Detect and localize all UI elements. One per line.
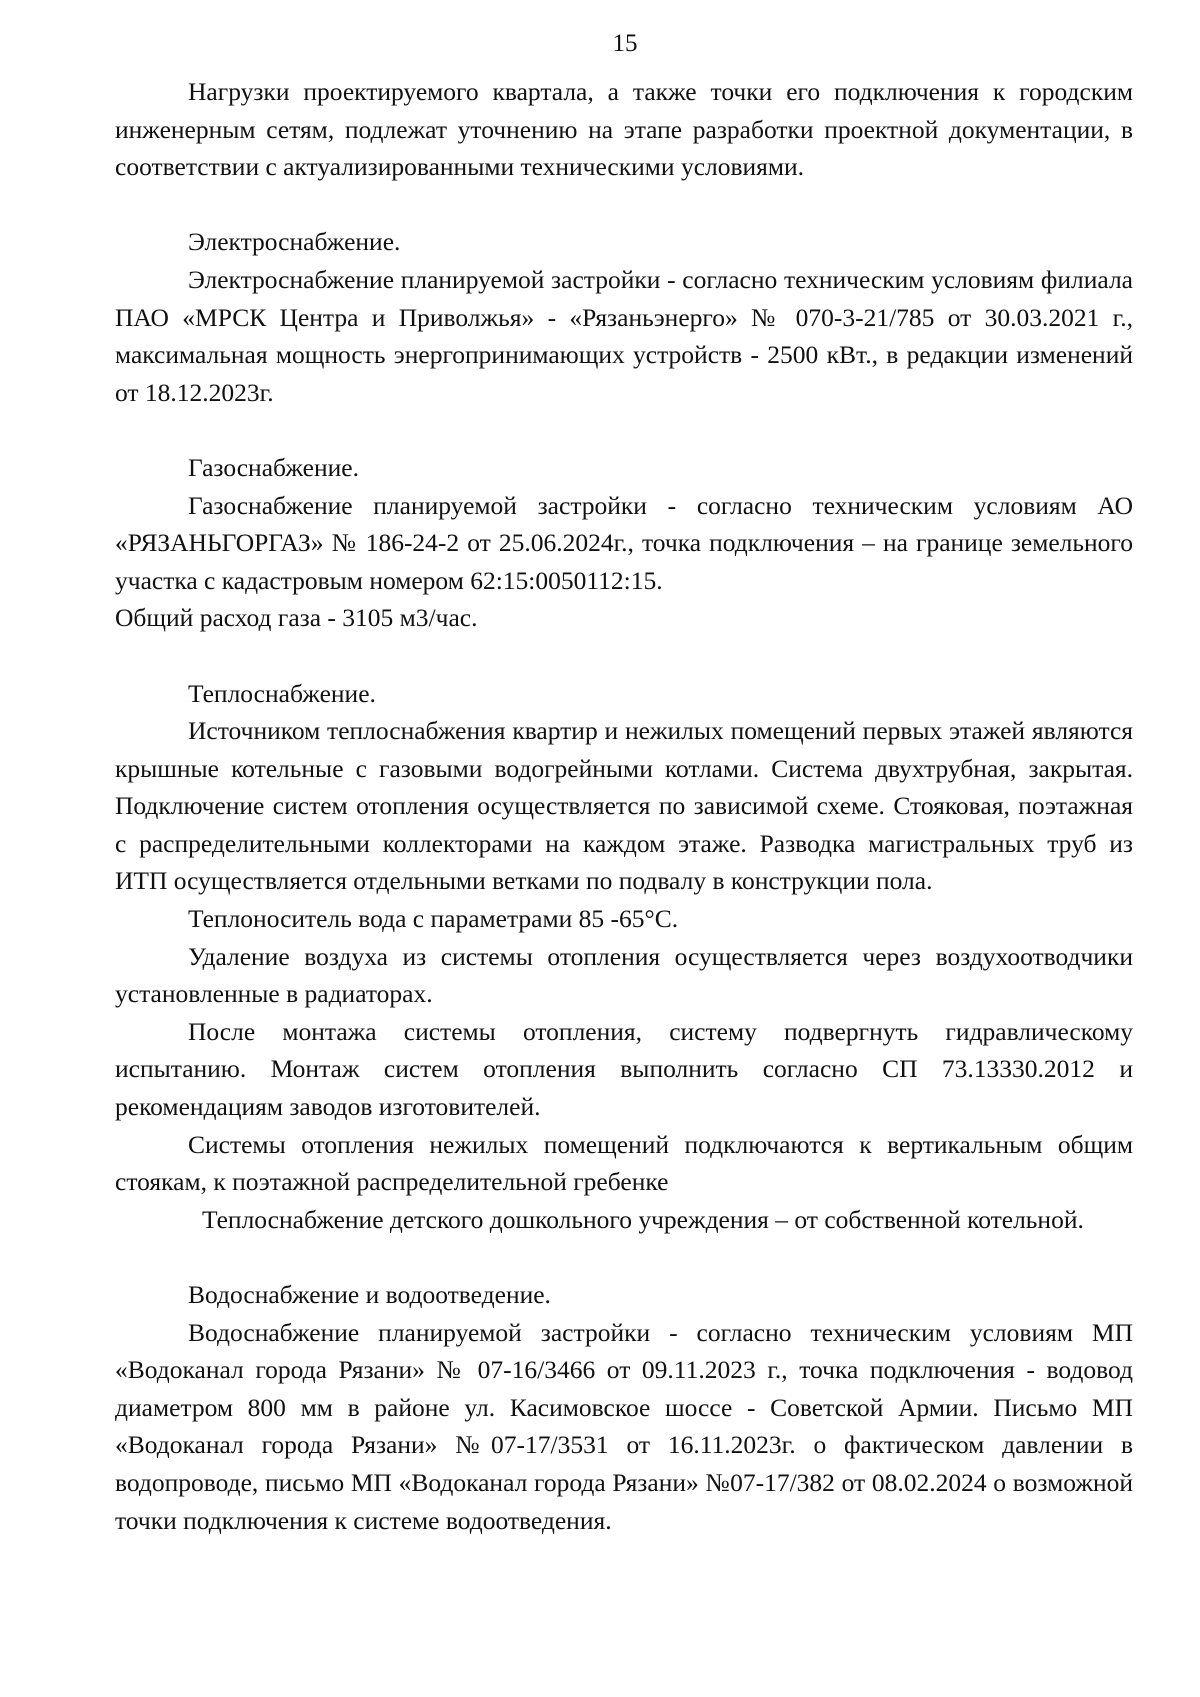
- spacer: [115, 637, 1133, 675]
- water-heading: Водоснабжение и водоотведение.: [188, 1280, 551, 1309]
- electricity-heading: Электроснабжение.: [188, 227, 401, 257]
- heat-paragraph-testing: После монтажа системы отопления, систему подвергнуть гидравлическому испытанию. Монтаж систем отопления выполнить согласно СП 73.13330.2012 и рекомендациям заводов изготовителей.: [115, 1016, 1133, 1122]
- spacer: [115, 186, 1133, 224]
- spacer: [115, 1238, 1133, 1276]
- document-body: [115, 73, 1133, 1539]
- gas-consumption: Общий расход газа - 3105 м3/час.: [115, 603, 478, 633]
- spacer: [115, 411, 1133, 449]
- heat-heading: Теплоснабжение.: [188, 678, 376, 708]
- heat-paragraph-air-removal: Удаление воздуха из системы отопления осуществляется через воздухоотводчики установленные в радиаторах.: [115, 941, 1133, 1009]
- heat-paragraph-kindergarten: Теплоснабжение детского дошкольного учреждения – от собственной котельной.: [202, 1204, 1084, 1234]
- heat-paragraph-source: Источником теплоснабжения квартир и нежилых помещений первых этажей являются крышные котельные с газовыми водогрейными котлами. Система двухтрубная, закрытая. Подключение систем отопления осуществляется по зависимой схеме. Стояковая, поэтажная с распределительными коллекторами на каждом этаже. Разводка магистральных труб из ИТП осуществляется отдельными ветками по подвалу в конструкции пола.: [115, 716, 1133, 896]
- electricity-paragraph: Электроснабжение планируемой застройки - согласно техническим условиям филиала ПАО «МРСК Центра и Приволжья» - «Рязаньэнерго» № 070-3-21/785 от 30.03.2021 г., максимальная мощность энергопринимающих устройств - 2500 кВт., в редакции изменений от 18.12.2023г.: [115, 264, 1133, 407]
- intro-paragraph: Нагрузки проектируемого квартала, а также точки его подключения к городским инженерным сетям, подлежат уточнению на этапе разработки проектной документации, в соответствии с актуализированными техническими условиями.: [115, 77, 1133, 182]
- gas-paragraph: Газоснабжение планируемой застройки - согласно техническим условиям АО «РЯЗАНЬГОРГАЗ» № 186-24-2 от 25.06.2024г., точка подключения – на границе земельного участка с кадастровым номером 62:15:0050112:15.: [115, 490, 1133, 595]
- water-paragraph: Водоснабжение планируемой застройки - согласно техническим условиям МП «Водоканал города Рязани» № 07-16/3466 от 09.11.2023 г., точка подключения - водовод диаметром 800 мм в районе ул. Касимовское шоссе - Советской Армии. Письмо МП «Водоканал города Рязани» №07-17/3531 от 16.11.2023г. о фактическом давлении в водопроводе, письмо МП «Водоканал города Рязани» №07-17/382 от 08.02.2024 о возможной точки подключения к системе водоотведения.: [115, 1317, 1133, 1535]
- heat-paragraph-coolant: Теплоноситель вода с параметрами 85 -65°С.: [188, 904, 679, 934]
- page-number: 15: [612, 30, 638, 57]
- heat-paragraph-nonresidential: Системы отопления нежилых помещений подключаются к вертикальным общим стоякам, к поэтажной распределительной гребенке: [115, 1129, 1133, 1197]
- gas-heading: Газоснабжение.: [188, 452, 359, 482]
